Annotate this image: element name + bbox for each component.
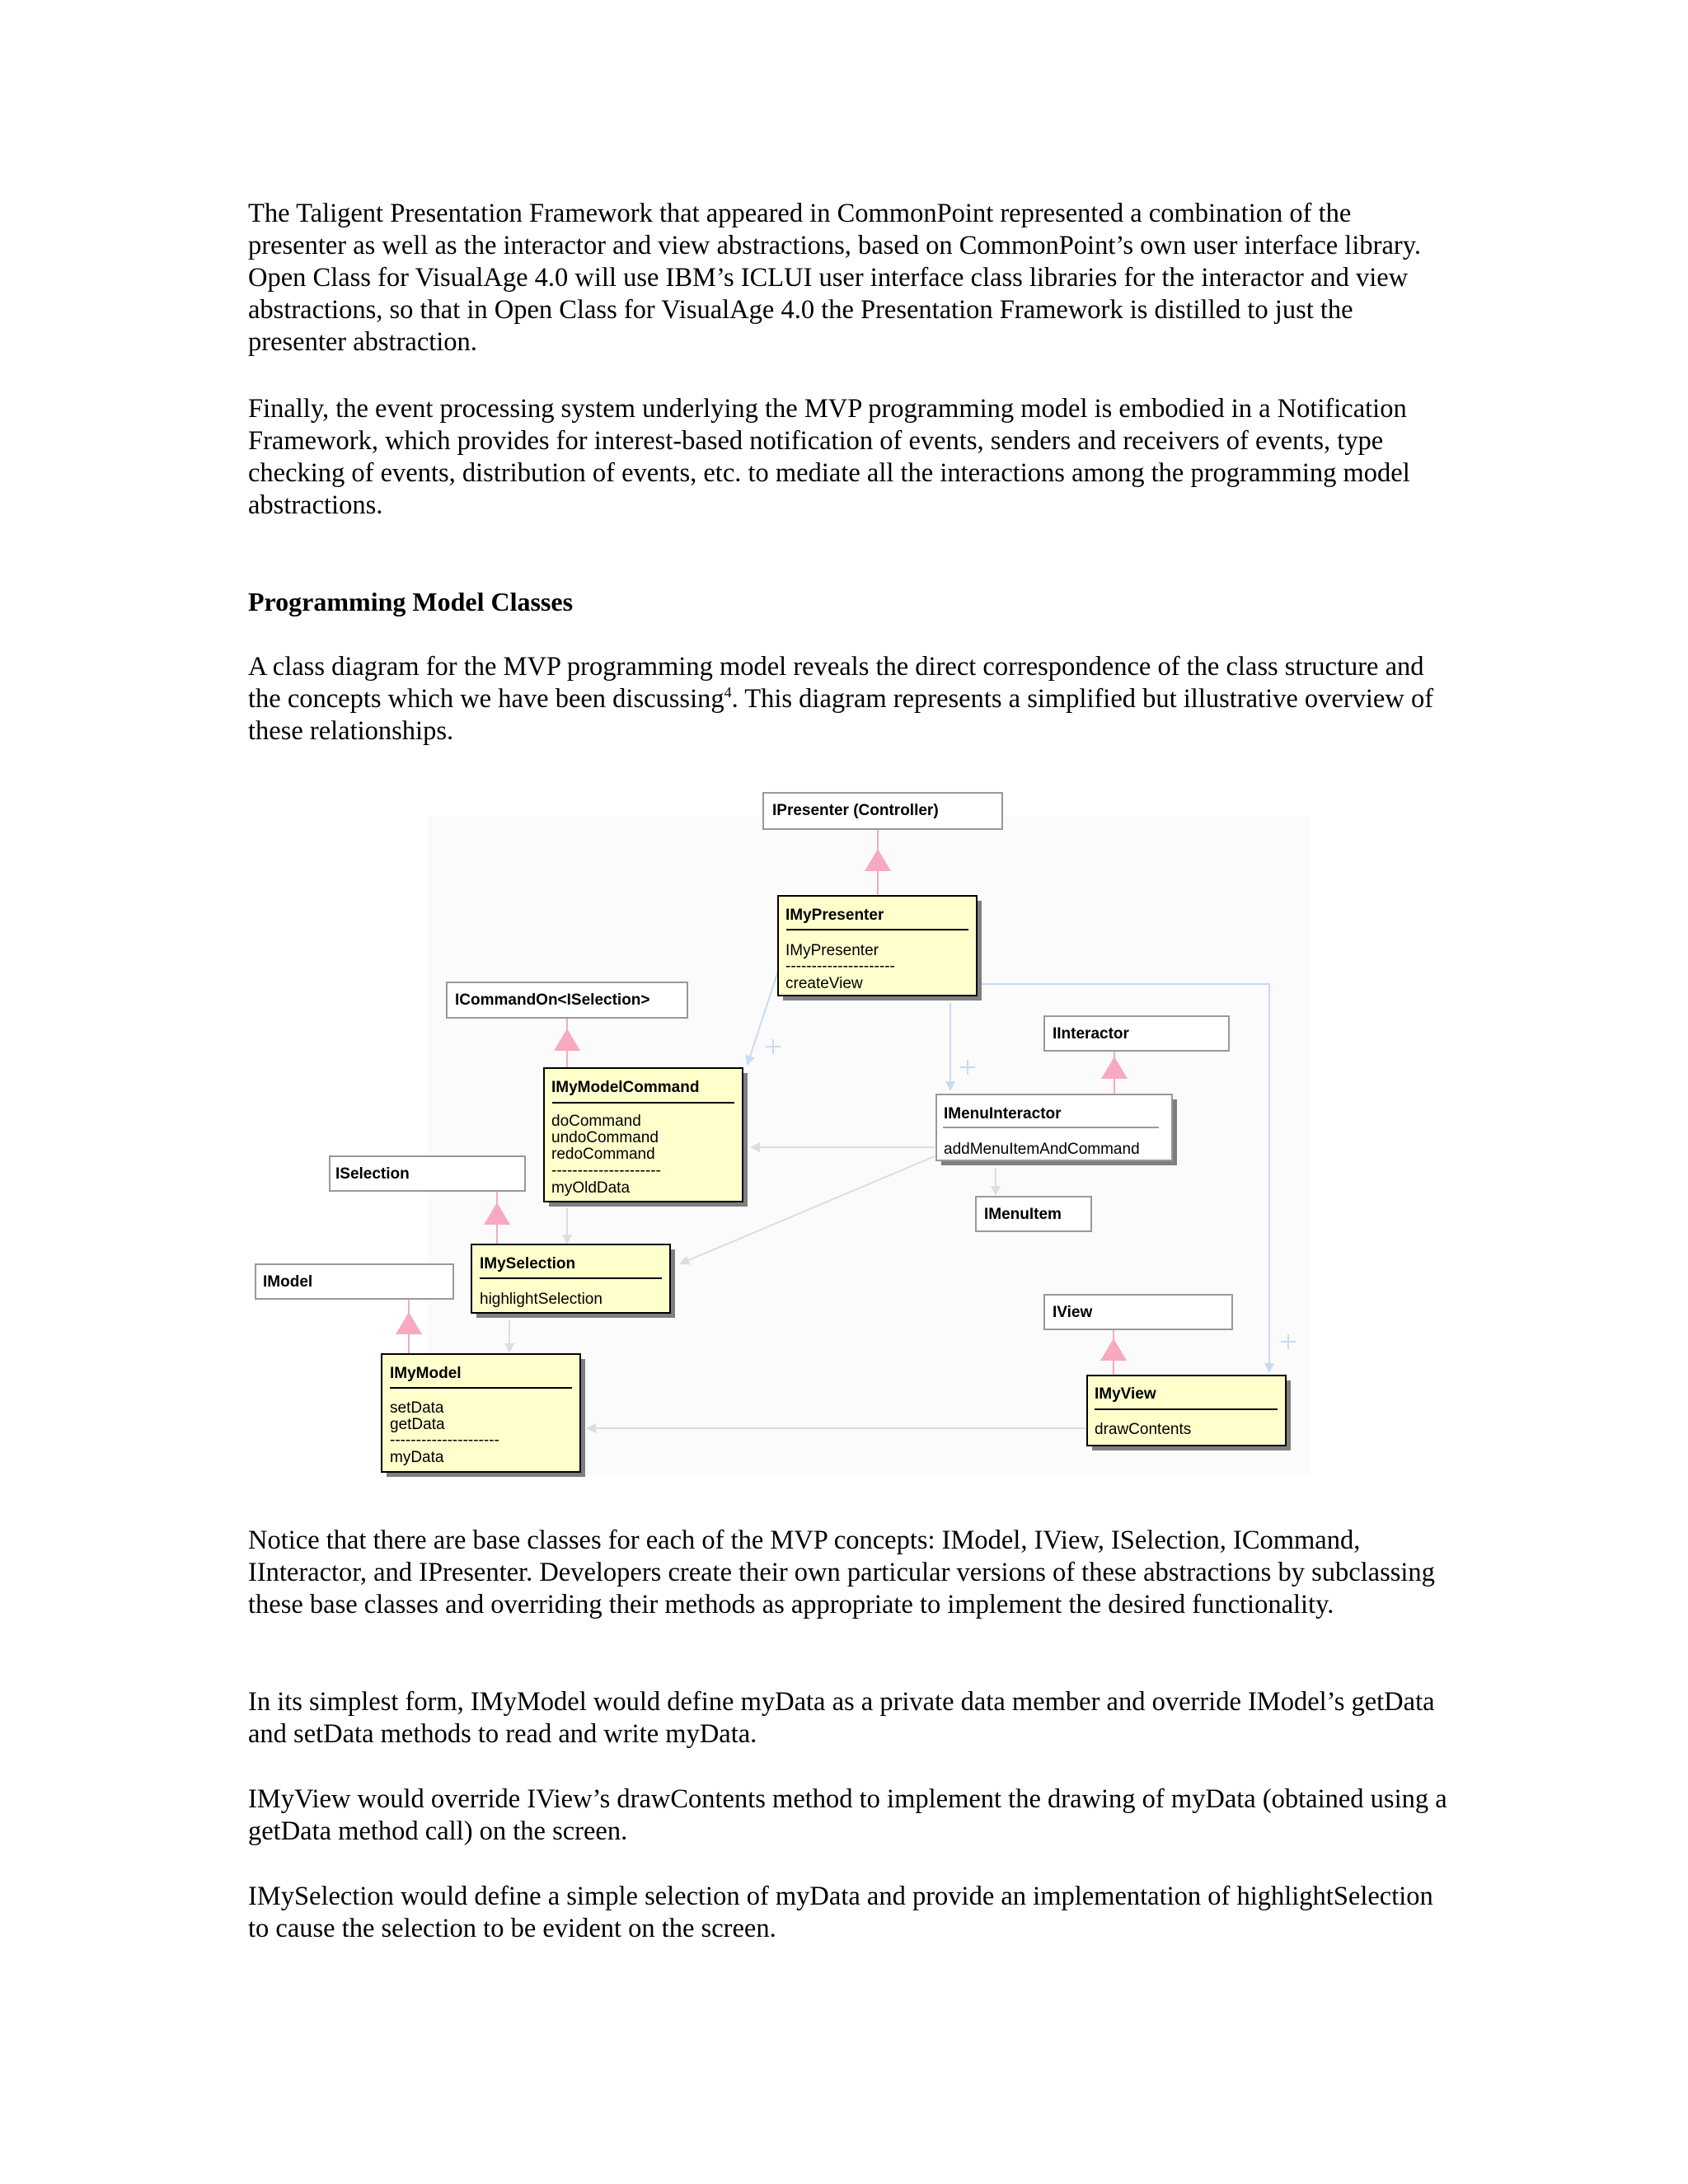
footnote-marker[interactable]: 4 — [724, 684, 732, 701]
base-class-selection-name: ISelection — [335, 1165, 410, 1183]
class-my-model-command-member: doCommand — [551, 1113, 641, 1130]
base-class-menu-item-name: IMenuItem — [984, 1206, 1062, 1223]
class-menu-interactor-name: IMenuInteractor — [944, 1105, 1062, 1122]
paragraph-imyview: IMyView would override IView’s drawContents method to implement the drawing of myData (obtained using a getData method call) on the screen. — [248, 1784, 1447, 1846]
class-my-selection-name: IMySelection — [480, 1255, 576, 1272]
class-my-presenter-member: createView — [785, 975, 863, 992]
class-my-model-member: setData — [390, 1399, 444, 1417]
class-my-presenter-separator: --------------------- — [785, 958, 895, 975]
base-class-command-name: ICommandOn<ISelection> — [455, 991, 650, 1009]
class-my-model-command-separator: --------------------- — [551, 1162, 661, 1179]
class-my-model-member: myData — [390, 1449, 444, 1466]
base-class-interactor-name: IInteractor — [1053, 1025, 1129, 1043]
class-menu-interactor[interactable] — [936, 1094, 1177, 1165]
class-my-model-command-member: myOldData — [551, 1179, 631, 1197]
class-my-model-command-member: undoCommand — [551, 1129, 659, 1146]
paragraph-presentation-framework: The Taligent Presentation Framework that appeared in CommonPoint represented a combination of the presenter as well as the interactor and view abstractions, based on CommonPoint’s own user interface library. Open Class for VisualAge 4.0 will use IBM’s ICLUI user interface class libraries for the interactor and view abstractions, so that in Open Class for VisualAge 4.0 the Presentation Framework is distilled to just the presenter abstraction. — [248, 199, 1421, 357]
base-class-presenter-name: IPresenter (Controller) — [772, 802, 939, 819]
base-class-interactor[interactable] — [1044, 1016, 1229, 1051]
base-class-selection[interactable] — [330, 1156, 525, 1191]
class-my-presenter-member: IMyPresenter — [785, 942, 879, 959]
class-my-model[interactable] — [382, 1354, 585, 1477]
class-my-model-member: getData — [390, 1416, 445, 1433]
class-my-model-name: IMyModel — [390, 1365, 462, 1382]
base-class-menu-item[interactable] — [976, 1197, 1091, 1231]
paragraph-imyselection: IMySelection would define a simple selection of myData and provide an implementation of highlightSelection to cause the selection to be evident on the screen. — [248, 1882, 1433, 1943]
class-my-presenter-name: IMyPresenter — [785, 907, 884, 924]
base-class-view[interactable] — [1044, 1295, 1232, 1329]
class-my-model-command-member: redoCommand — [551, 1146, 655, 1163]
base-class-model-name: IModel — [263, 1273, 313, 1291]
class-my-presenter[interactable] — [778, 896, 982, 1001]
class-my-view-member: drawContents — [1095, 1421, 1192, 1438]
paragraph-imymodel: In its simplest form, IMyModel would define myData as a private data member and override IModel’s getData and setData methods to read and write myData. — [248, 1687, 1435, 1749]
class-menu-interactor-member: addMenuItemAndCommand — [944, 1141, 1140, 1158]
class-my-selection-member: highlightSelection — [480, 1291, 603, 1308]
base-class-command[interactable] — [447, 982, 687, 1018]
intro-text-cont: . This diagram represents a simplified but illustrative overview of these relationships. — [248, 684, 1434, 746]
paragraph-base-classes: Notice that there are base classes for each of the MVP concepts: IModel, IView, ISelection, ICommand, IInteractor, and IPresenter. Developers create their own particular versions of these abstractions by subclassing these base classes and overriding their methods as appropriate to implement the desired functionality. — [248, 1526, 1435, 1619]
section-heading: Programming Model Classes — [248, 587, 574, 616]
class-my-model-separator: --------------------- — [390, 1432, 499, 1449]
class-my-model-command[interactable] — [544, 1068, 748, 1207]
class-my-view[interactable] — [1087, 1376, 1291, 1451]
base-class-view-name: IView — [1053, 1304, 1093, 1321]
paragraph-notification-framework: Finally, the event processing system underlying the MVP programming model is embodied in a Notification Framework, which provides for interest-based notification of events, senders and receivers of events, type checking of events, distribution of events, etc. to mediate all the interactions among the programming model abstractions. — [248, 394, 1410, 520]
base-class-presenter[interactable] — [763, 793, 1002, 829]
class-my-view-name: IMyView — [1095, 1385, 1156, 1403]
class-my-model-command-name: IMyModelCommand — [551, 1079, 700, 1096]
class-my-selection[interactable] — [471, 1244, 675, 1318]
intro-text: A class diagram for the MVP programming model reveals the direct correspondence of the class structure and the concepts which we have been discussing — [248, 652, 1424, 714]
base-class-model[interactable] — [256, 1264, 453, 1299]
